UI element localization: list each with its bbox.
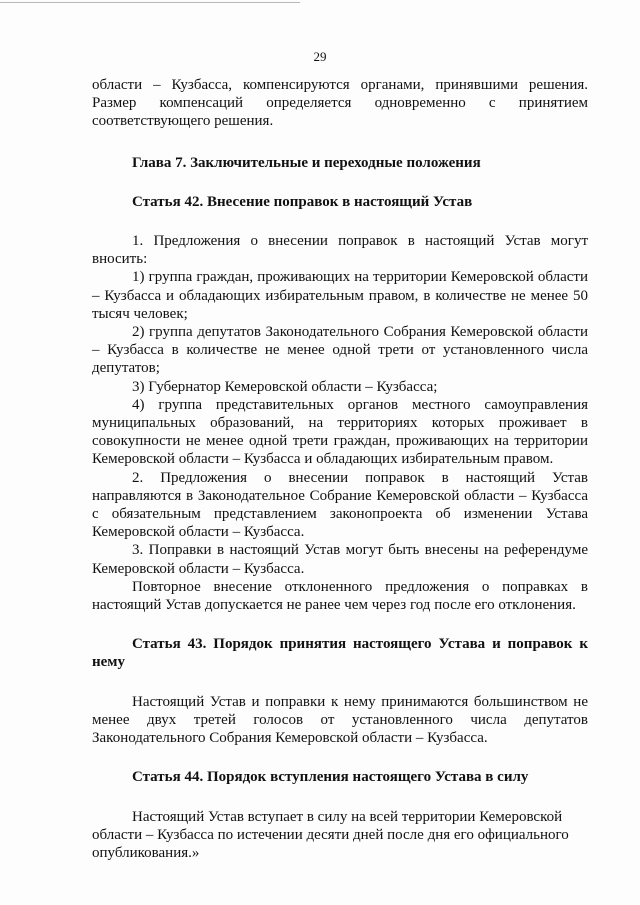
article-42-item-1: 1) группа граждан, проживающих на территории Кемеровской области – Кузбасса и обладающих избирательным правом, в количестве не менее 50 тысяч человек;	[92, 269, 588, 322]
page-number: 29	[313, 49, 327, 64]
article-44-title: Статья 44. Порядок вступления настоящего Устава в силу	[132, 769, 529, 786]
article-43-title: Статья 43. Порядок принятия настоящего Устава и поправок к нему	[92, 636, 588, 671]
scan-edge-line	[0, 2, 300, 3]
article-42-item-2: 2) группа депутатов Законодательного Собрания Кемеровской области – Кузбасса в количестве не менее одной трети от установленного числа депутатов;	[92, 324, 588, 377]
article-43-paragraph-1: Настоящий Устав и поправки к нему принимаются большинством не менее двух третей голосов от установленного числа депутатов Законодательного Собрания Кемеровской области – Кузбасса.	[92, 693, 588, 747]
article-42-title: Статья 42. Внесение поправок в настоящий Устав	[132, 193, 473, 210]
article-42-item-4: 4) группа представительных органов местного самоуправления муниципальных образований, на территориях которых проживает в совокупности не менее одной трети граждан, проживающих на территории Кемеровской области – Кузбасса и обладающих избирательным правом.	[92, 396, 588, 468]
chapter-title: Глава 7. Заключительные и переходные положения	[132, 154, 481, 171]
article-42-paragraph-1: 1. Предложения о внесении поправок в настоящий Устав могут вносить:	[92, 233, 588, 268]
document-body	[92, 76, 588, 862]
article-42-paragraph-4: Повторное внесение отклоненного предложения о поправках в настоящий Устав допускается не ранее чем через год после его отклонения.	[92, 578, 588, 614]
article-42-paragraph-3: 3. Поправки в настоящий Устав могут быть внесены на референдуме Кемеровской области – Кузбасса.	[92, 542, 588, 577]
article-42-paragraph-2: 2. Предложения о внесении поправок в настоящий Устав направляются в Законодательное Собрание Кемеровской области – Кузбасса с обязательным представлением законопроекта об изменении Устава Кемеровской области – Кузбасса.	[92, 469, 588, 541]
article-44-paragraph-1: Настоящий Устав вступает в силу на всей территории Кемеровской области – Кузбасса по истечении десяти дней после дня его официального опубликования.»	[92, 808, 569, 861]
article-42-item-3: 3) Губернатор Кемеровской области – Кузбасса;	[132, 378, 438, 395]
intro-paragraph: области – Кузбасса, компенсируются органами, принявшими решения. Размер компенсаций определяется одновременно с принятием соответствующего решения.	[92, 77, 588, 130]
